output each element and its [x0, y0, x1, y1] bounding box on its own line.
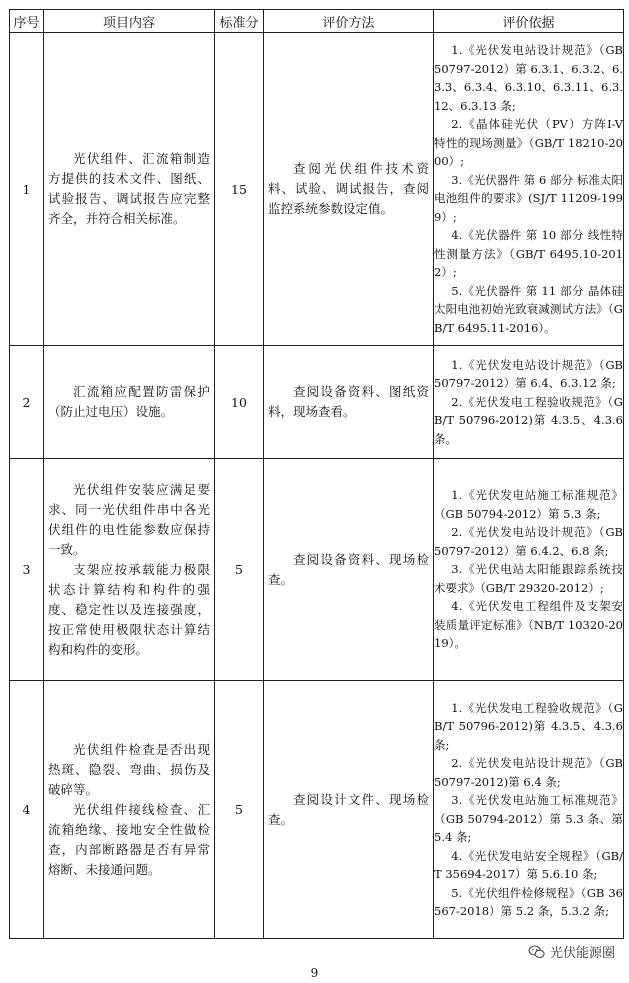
standard-score: 10	[215, 346, 264, 459]
standard-score: 5	[215, 681, 264, 939]
header-score: 标准分	[215, 10, 264, 33]
basis-item: 2.《光伏发电站设计规范》（GB 50797-2012）第 6.4.2、6.8 条;	[434, 525, 623, 558]
header-row	[10, 10, 624, 33]
evaluation-method	[264, 459, 434, 681]
row-number: 1	[10, 33, 44, 346]
evaluation-basis	[434, 459, 624, 681]
content-paragraph: 汇流箱应配置防雷保护（防止过电压）设施。	[48, 384, 210, 419]
page-number: 9	[310, 966, 319, 980]
header-content: 项目内容	[44, 10, 215, 33]
item-content	[44, 346, 215, 459]
basis-item: 4.《光伏发电站安全规程》（GB/T 35694-2017）第 5.6.10 条;	[434, 848, 623, 881]
basis-item: 1.《光伏发电站设计规范》（GB 50797-2012）第 6.3.1、6.3.2、6.3.3、6.3.4、6.3.10、6.3.11、6.3.12、6.3.13 条;	[434, 43, 623, 113]
table-row	[10, 33, 624, 346]
item-content	[44, 459, 215, 681]
evaluation-method	[264, 346, 434, 459]
basis-item: 5.《光伏组件检修规程》（GB 36567-2018）第 5.2 条，5.3.2 条;	[434, 885, 623, 918]
header-method: 评价方法	[264, 10, 434, 33]
evaluation-basis	[434, 681, 624, 939]
basis-item: 3.《光伏器件 第 6 部分 标准太阳电池组件的要求》(SJ/T 11209-1999）;	[434, 172, 623, 224]
basis-item: 4.《光伏发电工程组件及支架安装质量评定标准》（NB/T 10320-2019）。	[434, 599, 623, 651]
evaluation-basis	[434, 346, 624, 459]
header-basis: 评价依据	[434, 10, 624, 33]
row-number: 3	[10, 459, 44, 681]
item-content	[44, 681, 215, 939]
item-content	[44, 33, 215, 346]
table-row	[10, 346, 624, 459]
watermark	[528, 942, 615, 961]
basis-item: 4.《光伏器件 第 10 部分 线性特性测量方法》（GB/T 6495.10-2012）;	[434, 228, 623, 279]
evaluation-method	[264, 33, 434, 346]
evaluation-basis	[434, 33, 624, 346]
method-paragraph: 查阅设备资料、现场检查。	[268, 551, 429, 587]
row-number: 4	[10, 681, 44, 939]
content-paragraph: 支架应按承载能力极限状态计算结构和构件的强度、稳定性以及连接强度，按正常使用极限状态计算结构和构件的变形。	[48, 561, 210, 657]
basis-item: 1.《光伏发电站施工标准规范》（GB 50794-2012）第 5.3 条;	[434, 488, 623, 521]
row-number: 2	[10, 346, 44, 459]
standard-score: 5	[215, 459, 264, 681]
table-row	[10, 681, 624, 939]
evaluation-method	[264, 681, 434, 939]
method-paragraph: 查阅设计文件、现场检查。	[268, 791, 429, 827]
wechat-icon	[528, 943, 546, 961]
basis-item: 3.《光伏电站太阳能跟踪系统技术要求》（GB/T 29320-2012）;	[434, 562, 623, 595]
method-paragraph: 查阅光伏组件技术资料、试验、调试报告，查阅监控系统参数设定值。	[268, 161, 429, 216]
basis-item: 1.《光伏发电工程验收规范》（GB/T 50796-2012)第 4.3.5、4.3.6 条;	[434, 700, 623, 752]
evaluation-table	[9, 9, 624, 939]
content-paragraph: 光伏组件接线检查、汇流箱绝缘、接地安全性做检查，内部断路器是否有异常熔断、未接通问题。	[48, 801, 210, 877]
basis-item: 5.《光伏器件 第 11 部分 晶体硅太阳电池初始光致衰减测试方法》（GB/T 6495.11-2016）。	[434, 283, 623, 335]
header-no: 序号	[10, 10, 44, 33]
content-paragraph: 光伏组件、汇流箱制造方提供的技术文件、图纸、试验报告、调试报告应完整齐全，并符合相关标准。	[48, 151, 210, 226]
content-paragraph: 光伏组件检查是否出现热斑、隐裂、弯曲、损伤及破碎等。	[48, 741, 210, 797]
basis-item: 2.《光伏发电工程验收规范》（GB/T 50796-2012)第 4.3.5、4.3.6 条。	[434, 394, 623, 446]
table-row	[10, 459, 624, 681]
method-paragraph: 查阅设备资料、图纸资料，现场查看。	[268, 384, 429, 419]
watermark-text: 光伏能源圈	[549, 946, 615, 961]
content-paragraph: 光伏组件安装应满足要求、同一光伏组件串中各光伏组件的电性能参数应保持一致。	[48, 481, 210, 557]
basis-item: 1.《光伏发电站设计规范》（GB 50797-2012）第 6.4、6.3.12 条;	[434, 357, 623, 391]
basis-item: 2.《晶体硅光伏（PV）方阵I-V 特性的现场测量》（GB/T 18210-2000）;	[434, 117, 623, 168]
standard-score: 15	[215, 33, 264, 346]
basis-item: 2.《光伏发电站设计规范》（GB 50797-2012)第 6.4 条;	[434, 756, 623, 789]
basis-item: 3.《光伏发电站施工标准规范》（GB 50794-2012）第 5.3 条、第 5.4 条;	[434, 793, 623, 844]
